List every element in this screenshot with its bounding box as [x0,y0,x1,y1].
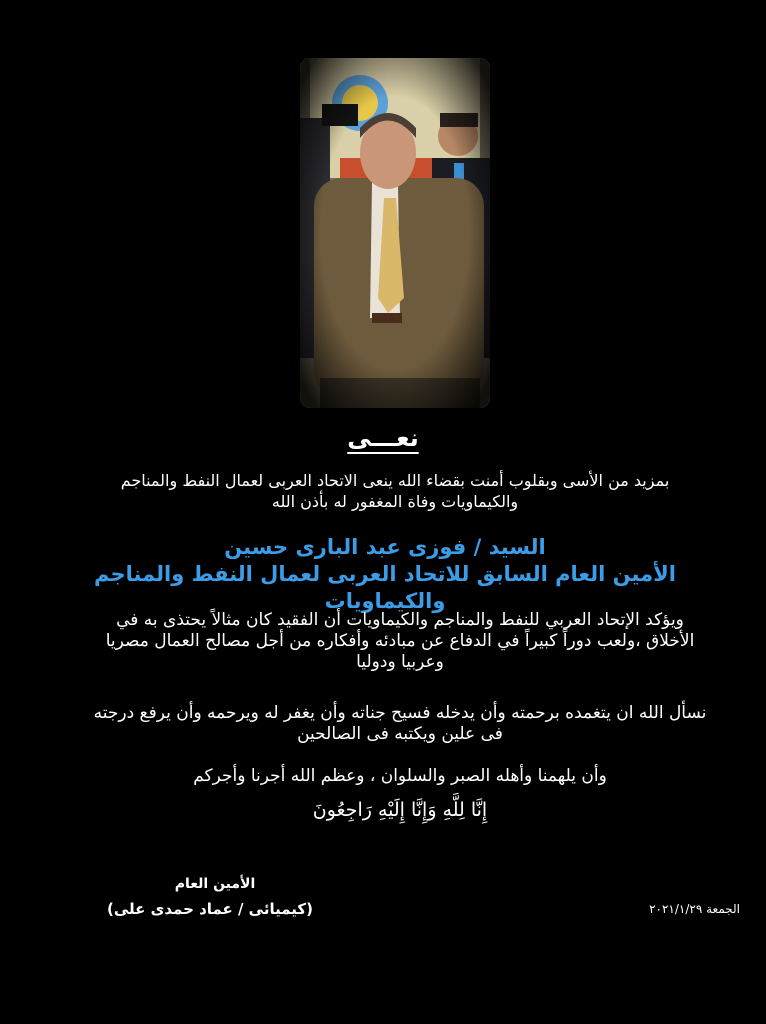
tribute-paragraph: ويؤكد الإتحاد العربي للنفط والمناجم والكيماويات أن الفقيد كان مثالاً يحتذى به في الأخلاق ،ولعب دوراً كبيراً في الدفاع عن مبادئه وأفكاره من أجل مصالح العمال مصريا وعربيا ودوليا [105,610,695,672]
portrait-illustration [300,58,490,408]
deceased-title: الأمين العام السابق للاتحاد العربى لعمال النفط والمناجم والكيماويات [94,562,676,613]
notice-headline: نعـــى [347,424,419,452]
deceased-name: السيد / فوزى عبد البارى حسين [224,535,546,559]
notice-date: الجمعة ٢٠٢١/١/٢٩ [649,902,740,916]
deceased-name-block [60,534,710,615]
condolence-paragraph: وأن يلهمنا وأهله الصبر والسلوان ، وعظم الله أجرنا وأجركم [193,766,607,786]
prayer-paragraph: نسأل الله ان يتغمده برحمته وأن يدخله فسيح جناته وأن يغفر له ويرحمه وأن يرفع درجته فى علين ويكتبه فى الصالحين [93,703,707,744]
signature-title: الأمين العام [174,876,256,892]
quran-verse: إِنَّا لِلَّهِ وَإِنَّا إِلَيْهِ رَاجِعُونَ [312,799,488,821]
notice-intro: بمزيد من الأسى وبقلوب أمنت بقضاء الله ينعى الاتحاد العربى لعمال النفط والمناجم والكيماويات وفاة المغفور له بأذن الله [120,471,670,511]
signature-name: (كيميائى / عماد حمدى على) [106,900,313,918]
portrait-photo [300,58,490,408]
